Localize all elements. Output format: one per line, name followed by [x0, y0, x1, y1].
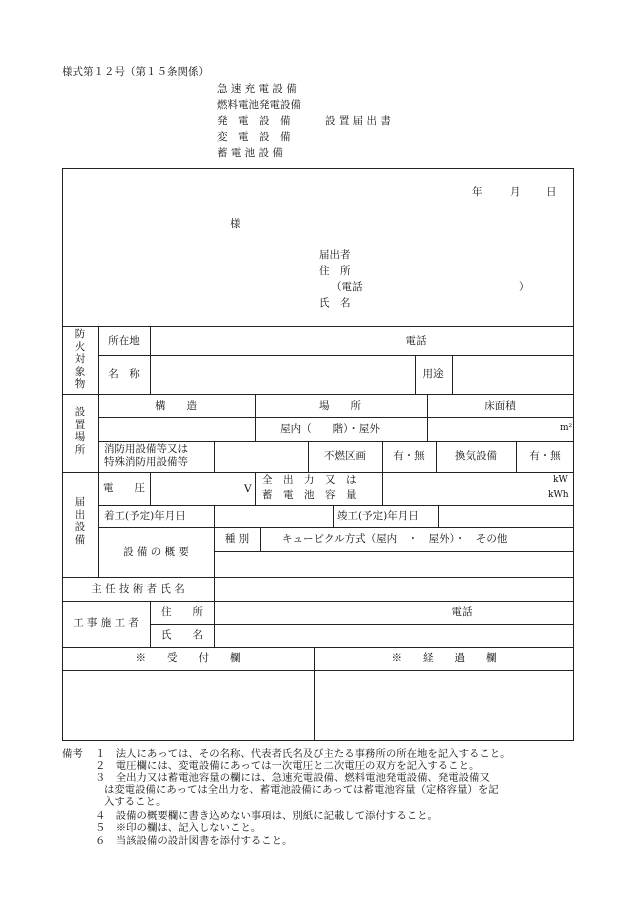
divider	[150, 472, 151, 505]
contractor-name-label: 氏 名	[161, 629, 203, 641]
voltage-label: 電 圧	[103, 482, 145, 494]
form-number: 様式第１２号（第１５条関係）	[62, 66, 209, 78]
divider	[98, 417, 574, 418]
applicant-phone-label: （電話	[331, 281, 363, 293]
divider	[98, 441, 574, 442]
addressee-honorific: 様	[230, 218, 241, 230]
divider	[62, 394, 574, 395]
divider	[438, 505, 439, 527]
divider	[150, 326, 151, 394]
date-day-label: 日	[546, 186, 557, 198]
start-date-label: 着工(予定)年月日	[104, 510, 186, 522]
title-line-3: 発 電 設 備	[217, 115, 291, 127]
note-item: ２ 電圧欄には、変電設備にあっては一次電圧と二次電圧の双方を記入すること。	[95, 760, 480, 772]
kwh-unit: kWh	[548, 490, 569, 500]
contractor-phone-label: 電話	[451, 606, 473, 618]
divider	[98, 355, 574, 356]
divider	[255, 394, 256, 441]
divider	[62, 577, 574, 578]
applicant-label: 届出者	[319, 249, 351, 261]
end-date-label: 竣工(予定)年月日	[337, 510, 419, 522]
divider	[255, 472, 256, 505]
title-suffix: 設 置 届 出 書	[325, 115, 391, 127]
divider	[214, 551, 574, 552]
applicant-phone-close: ）	[519, 281, 530, 293]
divider	[308, 441, 309, 472]
section-label-install-place: 設置場所	[74, 406, 86, 456]
note-item: ４ 設備の概要欄に書き込めない事項は、別紙に記載して添付すること。	[95, 810, 438, 822]
divider	[98, 326, 99, 577]
total-output-label-1: 全 出 力 又 は	[262, 474, 357, 486]
divider	[382, 441, 383, 472]
divider	[98, 505, 574, 506]
location-phone-label: 電話	[405, 335, 427, 347]
total-output-label-2: 蓄 電 池 容 量	[262, 489, 357, 501]
title-line-2: 燃料電池発電設備	[217, 99, 301, 111]
voltage-unit: V	[244, 483, 252, 495]
contractor-label: 工 事 施 工 者	[73, 617, 139, 629]
divider	[214, 505, 215, 527]
fire-equipment-label-1: 消防用設備等又は	[104, 443, 188, 455]
divider	[214, 441, 215, 472]
divider	[214, 527, 215, 577]
chief-engineer-label: 主 任 技 術 者 氏 名	[91, 583, 185, 595]
divider	[452, 355, 453, 394]
note-item: は変電設備にあっては全出力を、蓄電池設備にあっては蓄電池容量（定格容量）を記	[104, 784, 499, 796]
section-label-equipment: 届出設備	[74, 496, 86, 546]
divider	[62, 472, 574, 473]
divider	[415, 355, 416, 394]
progress-column-label: ※ 経 過 欄	[391, 652, 497, 664]
divider	[436, 441, 437, 472]
divider	[314, 647, 315, 741]
note-item: ６ 当該設備の設計図書を添付すること。	[95, 835, 293, 847]
divider	[333, 505, 334, 527]
note-item: １ 法人にあっては、その名称、代表者氏名及び主たる事務所の所在地を記入すること。	[95, 748, 511, 760]
place-label: 場 所	[319, 400, 361, 412]
title-line-5: 蓄 電 池 設 備	[217, 147, 283, 159]
note-item: ３ 全出力又は蓄電池容量の欄には、急速充電設備、燃料電池発電設備、発電設備又	[95, 772, 490, 784]
divider	[260, 527, 261, 551]
type-options: キュービクル方式（屋内 ・ 屋外）・ その他	[282, 533, 508, 545]
ventilation-yes-no: 有・無	[529, 450, 561, 462]
divider	[427, 394, 428, 441]
applicant-address-label: 住 所	[319, 265, 351, 277]
divider	[382, 472, 383, 505]
applicant-name-label: 氏 名	[319, 297, 351, 309]
divider	[98, 527, 574, 528]
divider	[150, 601, 151, 647]
divider	[62, 647, 574, 648]
notes-label: 備考	[62, 748, 83, 760]
reception-column-label: ※ 受 付 欄	[135, 652, 241, 664]
equipment-outline-label: 設 備 の 概 要	[123, 546, 189, 558]
contractor-address-label: 住 所	[161, 606, 203, 618]
facility-name-label: 名 称	[108, 368, 140, 380]
divider	[62, 670, 574, 671]
nonflammable-section-label: 不燃区画	[324, 450, 366, 462]
divider	[516, 441, 517, 472]
title-line-1: 急 速 充 電 設 備	[217, 83, 297, 95]
kw-unit: kW	[553, 475, 568, 485]
fire-equipment-label-2: 特殊消防用設備等	[104, 456, 188, 468]
divider	[214, 577, 215, 647]
type-label: 種 別	[224, 533, 250, 545]
sqm-unit: m²	[560, 423, 573, 433]
note-item: 入すること。	[104, 796, 167, 808]
note-item: ５ ※印の欄は、記入しないこと。	[95, 822, 262, 834]
date-year-label: 年	[472, 186, 483, 198]
title-line-4: 変 電 設 備	[217, 131, 291, 143]
use-label: 用途	[422, 368, 444, 380]
date-month-label: 月	[510, 186, 521, 198]
nonflammable-yes-no: 有・無	[393, 450, 425, 462]
ventilation-label: 換気設備	[455, 450, 497, 462]
location-label: 所在地	[108, 335, 140, 347]
structure-label: 構 造	[155, 400, 197, 412]
divider	[62, 601, 574, 602]
floor-area-label: 床面積	[484, 400, 516, 412]
indoor-outdoor-options: 屋内（ 階）・屋外	[280, 423, 380, 435]
section-label-fire-target: 防火対象物	[74, 328, 86, 390]
divider	[62, 326, 574, 327]
